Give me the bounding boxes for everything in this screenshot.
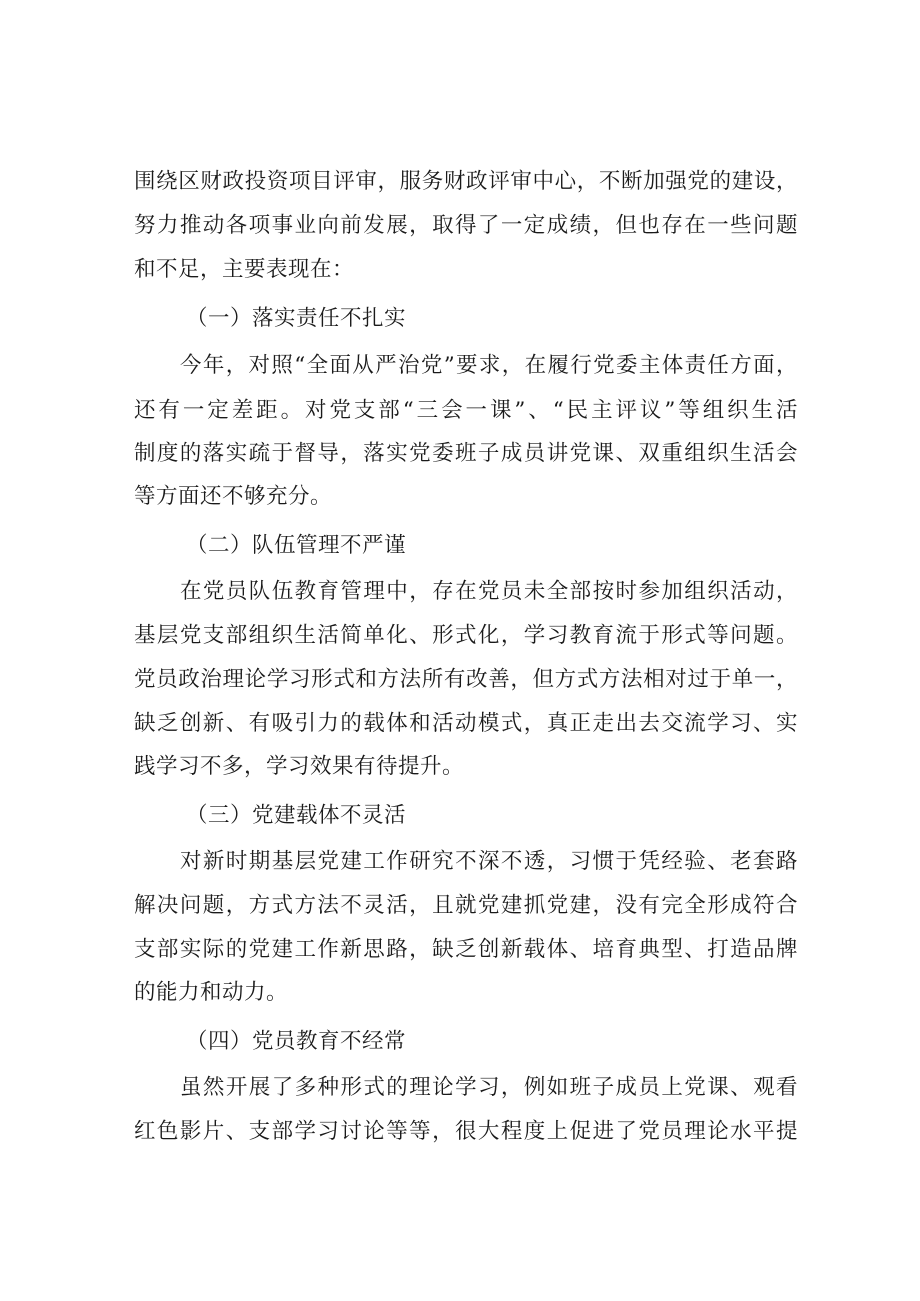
section-1-line-3: 制度的落实疏于督导，落实党委班子成员讲党课、双重组织生活会: [134, 441, 798, 466]
section-1-line-1: 今年，对照“全面从严治党”要求，在履行党委主体责任方面，: [180, 353, 798, 378]
section-2-line-4: 缺乏创新、有吸引力的载体和活动模式，真正走出去交流学习、实: [134, 711, 798, 736]
intro-line-3: 和不足，主要表现在：: [134, 257, 355, 282]
section-2-line-5: 践学习不多，学习效果有待提升。: [134, 754, 465, 779]
section-3-line-1: 对新时期基层党建工作研究不深不透，习惯于凭经验、老套路: [180, 849, 798, 874]
section-2-line-3: 党员政治理论学习形式和方法所有改善，但方式方法相对过于单一，: [134, 667, 798, 692]
section-2-line-2: 基层党支部组织生活简单化、形式化，学习教育流于形式等问题。: [134, 623, 798, 648]
section-1-heading: （一）落实责任不扎实: [186, 306, 407, 331]
section-4-line-1: 虽然开展了多种形式的理论学习，例如班子成员上党课、观看: [180, 1075, 798, 1100]
section-2-heading: （二）队伍管理不严谨: [186, 533, 407, 558]
section-1-line-4: 等方面还不够充分。: [134, 484, 333, 509]
section-1-line-2: 还有一定差距。对党支部“三会一课”、“民主评议”等组织生活: [134, 398, 798, 423]
section-3-heading: （三）党建载体不灵活: [186, 803, 407, 828]
section-3-line-2: 解决问题，方式方法不灵活，且就党建抓党建，没有完全形成符合: [134, 893, 798, 918]
section-4-line-2: 红色影片、支部学习讨论等等，很大程度上促进了党员理论水平提: [134, 1119, 798, 1144]
section-3-line-4: 的能力和动力。: [134, 980, 289, 1005]
section-2-line-1: 在党员队伍教育管理中，存在党员未全部按时参加组织活动，: [180, 579, 798, 604]
intro-line-1: 围绕区财政投资项目评审，服务财政评审中心，不断加强党的建设，: [134, 169, 798, 194]
intro-line-2: 努力推动各项事业向前发展，取得了一定成绩，但也存在一些问题: [134, 213, 798, 238]
section-4-heading: （四）党员教育不经常: [186, 1029, 407, 1054]
section-3-line-3: 支部实际的党建工作新思路，缺乏创新载体、培育典型、打造品牌: [134, 937, 798, 962]
